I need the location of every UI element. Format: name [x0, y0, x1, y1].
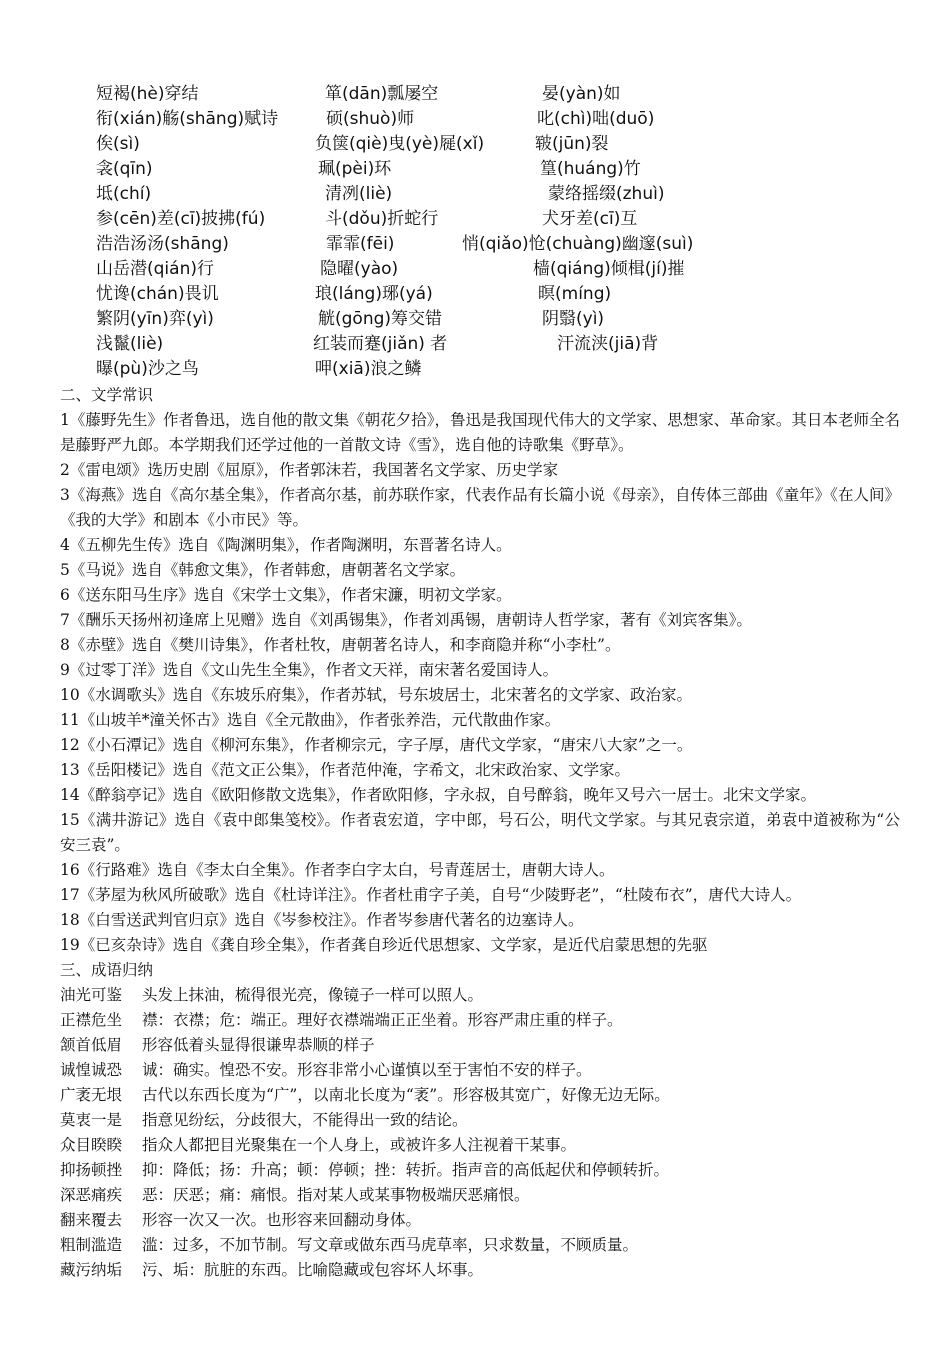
- pinyin-word: 叱(chì)咄(duō): [537, 109, 655, 129]
- literature-item: 10《水调歌头》选自《东坡乐府集》，作者苏轼，号东坡居士，北宋著名的文学家、政治家。: [60, 686, 692, 704]
- literature-item: 11《山坡羊*潼关怀古》选自《全元散曲》，作者张养浩，元代散曲作家。: [60, 711, 561, 729]
- idiom-term: 深恶痛疾: [60, 1186, 123, 1204]
- idiom-entry: [60, 1208, 900, 1233]
- pinyin-word: 浅鬣(liè): [96, 334, 164, 354]
- pinyin-row: [0, 157, 950, 182]
- document-body: [60, 383, 900, 1283]
- pinyin-word: 悄(qiǎo)怆(chuàng)幽邃(suì): [462, 234, 694, 254]
- pinyin-word: 斗(dǒu)折蛇行: [325, 209, 439, 229]
- idiom-entry: [60, 1058, 900, 1083]
- idiom-definition: 恶：厌恶；痛：痛恨。指对某人或某事物极端厌恶痛恨。: [142, 1186, 530, 1204]
- idiom-definition: 形容一次又一次。也形容来回翻动身体。: [142, 1211, 422, 1229]
- idiom-definition: 指意见纷纭，分歧很大，不能得出一致的结论。: [142, 1111, 468, 1129]
- pinyin-word: 曝(pù)沙之鸟: [96, 359, 199, 379]
- pinyin-word: 琅(láng)琊(yá): [315, 284, 433, 304]
- idiom-term: 莫衷一是: [60, 1111, 123, 1129]
- idiom-entry: [60, 1033, 900, 1058]
- literature-item: 3《海燕》选自《高尔基全集》，作者高尔基，前苏联作家，代表作品有长篇小说《母亲》，自传体三部曲《童年》《在人间》《我的大学》和剧本《小市民》等。: [60, 486, 900, 529]
- pinyin-word: 参(cēn)差(cī)披拂(fú): [96, 209, 266, 229]
- pinyin-word: 暝(míng): [538, 284, 612, 304]
- section-heading-literature: 二、文学常识: [60, 386, 154, 404]
- pinyin-row: [0, 357, 950, 382]
- literature-item: 19《已亥杂诗》选自《龚自珍全集》，作者龚自珍近代思想家、文学家，是近代启蒙思想的先驱: [60, 936, 708, 954]
- idiom-entry: [60, 1233, 900, 1258]
- idiom-term: 粗制滥造: [60, 1236, 123, 1254]
- pinyin-word: 清冽(liè): [325, 184, 393, 204]
- pinyin-word: 俟(sì): [96, 134, 140, 154]
- pinyin-row: [0, 107, 950, 132]
- idiom-definition: 指众人都把目光聚集在一个人身上，或被许多人注视着干某事。: [142, 1136, 577, 1154]
- pinyin-word: 忧谗(chán)畏讥: [96, 284, 219, 304]
- idiom-entry: [60, 1133, 900, 1158]
- literature-item: 12《小石潭记》选自《柳河东集》，作者柳宗元，字子厚，唐代文学家，“唐宋八大家”之一。: [60, 736, 693, 754]
- pinyin-word: 负箧(qiè)曳(yè)屣(xǐ): [315, 134, 485, 154]
- idiom-term: 抑扬顿挫: [60, 1161, 123, 1179]
- literature-item: 9《过零丁洋》选自《文山先生全集》，作者文天祥，南宋著名爱国诗人。: [60, 661, 559, 679]
- literature-item: 4《五柳先生传》选自《陶渊明集》，作者陶渊明，东晋著名诗人。: [60, 536, 512, 554]
- pinyin-row: [0, 307, 950, 332]
- idiom-definition: 形容低着头显得很谦卑恭顺的样子: [142, 1036, 375, 1054]
- pinyin-word: 红装而蹇(jiǎn) 者: [313, 334, 448, 354]
- literature-item: 16《行路难》选自《李太白全集》。作者李白字太白，号青莲居士，唐朝大诗人。: [60, 861, 615, 879]
- literature-item: 14《醉翁亭记》选自《欧阳修散文选集》，作者欧阳修，字永叔，自号醉翁，晚年又号六一居士。北宋文学家。: [60, 786, 816, 804]
- pinyin-row: [0, 207, 950, 232]
- literature-item: 6《送东阳马生序》选自《宋学士文集》，作者宋濂，明初文学家。: [60, 586, 512, 604]
- idiom-term: 翻来覆去: [60, 1211, 123, 1229]
- pinyin-word: 篁(huáng)竹: [540, 159, 641, 179]
- pinyin-row: [0, 257, 950, 282]
- pinyin-word: 坻(chí): [96, 184, 152, 204]
- idiom-definition: 滥：过多，不加节制。写文章或做东西马虎草率，只求数量，不顾质量。: [142, 1236, 639, 1254]
- idiom-entry: [60, 1258, 900, 1283]
- pinyin-word: 繁阴(yīn)弈(yì): [96, 309, 214, 329]
- pinyin-word: 硕(shuò)师: [326, 109, 415, 129]
- literature-item: 7《酬乐天扬州初逢席上见赠》选自《刘禹锡集》，作者刘禹锡，唐朝诗人哲学家，著有《刘宾客集》。: [60, 611, 752, 629]
- idiom-term: 油光可鉴: [60, 986, 123, 1004]
- idiom-term: 众目睽睽: [60, 1136, 123, 1154]
- pinyin-word: 珮(pèi)环: [318, 159, 392, 179]
- pinyin-word: 霏霏(fēi): [326, 234, 395, 254]
- pinyin-word: 阴翳(yì): [542, 309, 605, 329]
- literature-item: 17《茅屋为秋风所破歌》选自《杜诗详注》。作者杜甫字子美，自号“少陵野老”，“杜陵布衣”，唐代大诗人。: [60, 886, 802, 904]
- pinyin-word: 晏(yàn)如: [542, 84, 621, 104]
- idiom-entry: [60, 1158, 900, 1183]
- idiom-term: 诚惶诚恐: [60, 1061, 123, 1079]
- pinyin-word: 呷(xiā)浪之鳞: [315, 359, 422, 379]
- idiom-entry: [60, 1008, 900, 1033]
- pinyin-word: 山岳潜(qián)行: [96, 259, 214, 279]
- literature-item: 8《赤壁》选自《樊川诗集》，作者杜牧，唐朝著名诗人，和李商隐并称“小李杜”。: [60, 636, 621, 654]
- idiom-entry: [60, 1083, 900, 1108]
- pinyin-word: 浩浩汤汤(shāng): [96, 234, 229, 254]
- pinyin-row: [0, 332, 950, 357]
- pinyin-word: 汗流浃(jiā)背: [557, 334, 659, 354]
- pinyin-word: 皲(jūn)裂: [535, 134, 609, 154]
- idiom-entry: [60, 983, 900, 1008]
- pinyin-row: [0, 82, 950, 107]
- literature-item: 5《马说》选自《韩愈文集》，作者韩愈，唐朝著名文学家。: [60, 561, 466, 579]
- pinyin-word: 蒙络摇缀(zhuì): [548, 184, 665, 204]
- literature-item: 13《岳阳楼记》选自《范文正公集》，作者范仲淹，字希文，北宋政治家、文学家。: [60, 761, 630, 779]
- pinyin-list: [0, 82, 950, 382]
- pinyin-row: [0, 132, 950, 157]
- literature-item: 1《藤野先生》作者鲁迅，选自他的散文集《朝花夕拾》，鲁迅是我国现代伟大的文学家、思想家、革命家。其日本老师全名是藤野严九郎。本学期我们还学过他的一首散文诗《雪》，选自他的诗歌集《野草》。: [60, 411, 900, 454]
- idiom-definition: 诚：确实。惶恐不安。形容非常小心谨慎以至于害怕不安的样子。: [142, 1061, 592, 1079]
- idiom-entry: [60, 1108, 900, 1133]
- idiom-definition: 襟：衣襟；危：端正。理好衣襟端端正正坐着。形容严肃庄重的样子。: [142, 1011, 623, 1029]
- idiom-definition: 污、垢：肮脏的东西。比喻隐藏或包容坏人坏事。: [142, 1261, 484, 1279]
- section-heading-idioms: 三、成语归纳: [60, 961, 154, 979]
- literature-item: 18《白雪送武判官归京》选自《岑参校注》。作者岑参唐代著名的边塞诗人。: [60, 911, 584, 929]
- pinyin-word: 箪(dān)瓢屡空: [325, 84, 439, 104]
- pinyin-word: 觥(gōng)筹交错: [318, 309, 443, 329]
- idiom-term: 广袤无垠: [60, 1086, 123, 1104]
- pinyin-word: 衔(xián)觞(shāng)赋诗: [96, 109, 279, 129]
- pinyin-word: 樯(qiáng)倾楫(jí)摧: [533, 259, 685, 279]
- pinyin-row: [0, 232, 950, 257]
- literature-item: 2《雷电颂》选历史剧《屈原》，作者郭沫若，我国著名文学家、历史学家: [60, 461, 559, 479]
- pinyin-row: [0, 282, 950, 307]
- idiom-term: 藏污纳垢: [60, 1261, 123, 1279]
- pinyin-word: 短褐(hè)穿结: [96, 84, 199, 104]
- idiom-term: 颔首低眉: [60, 1036, 123, 1054]
- idiom-definition: 抑：降低；扬：升高；顿：停顿；挫：转折。指声音的高低起伏和停顿转折。: [142, 1161, 670, 1179]
- literature-item: 15《满井游记》选自《袁中郎集笺校》。作者袁宏道，字中郎，号石公，明代文学家。与其兄袁宗道，弟袁中道被称为“公安三袁”。: [60, 811, 900, 854]
- idiom-definition: 头发上抹油，梳得很光亮，像镜子一样可以照人。: [142, 986, 484, 1004]
- pinyin-word: 犬牙差(cī)互: [542, 209, 638, 229]
- pinyin-word: 衾(qīn): [96, 159, 153, 179]
- idiom-definition: 古代以东西长度为“广”，以南北长度为“袤”。形容极其宽广，好像无边无际。: [142, 1086, 670, 1104]
- idiom-term: 正襟危坐: [60, 1011, 123, 1029]
- pinyin-row: [0, 182, 950, 207]
- pinyin-word: 隐曜(yào): [320, 259, 399, 279]
- idiom-entry: [60, 1183, 900, 1208]
